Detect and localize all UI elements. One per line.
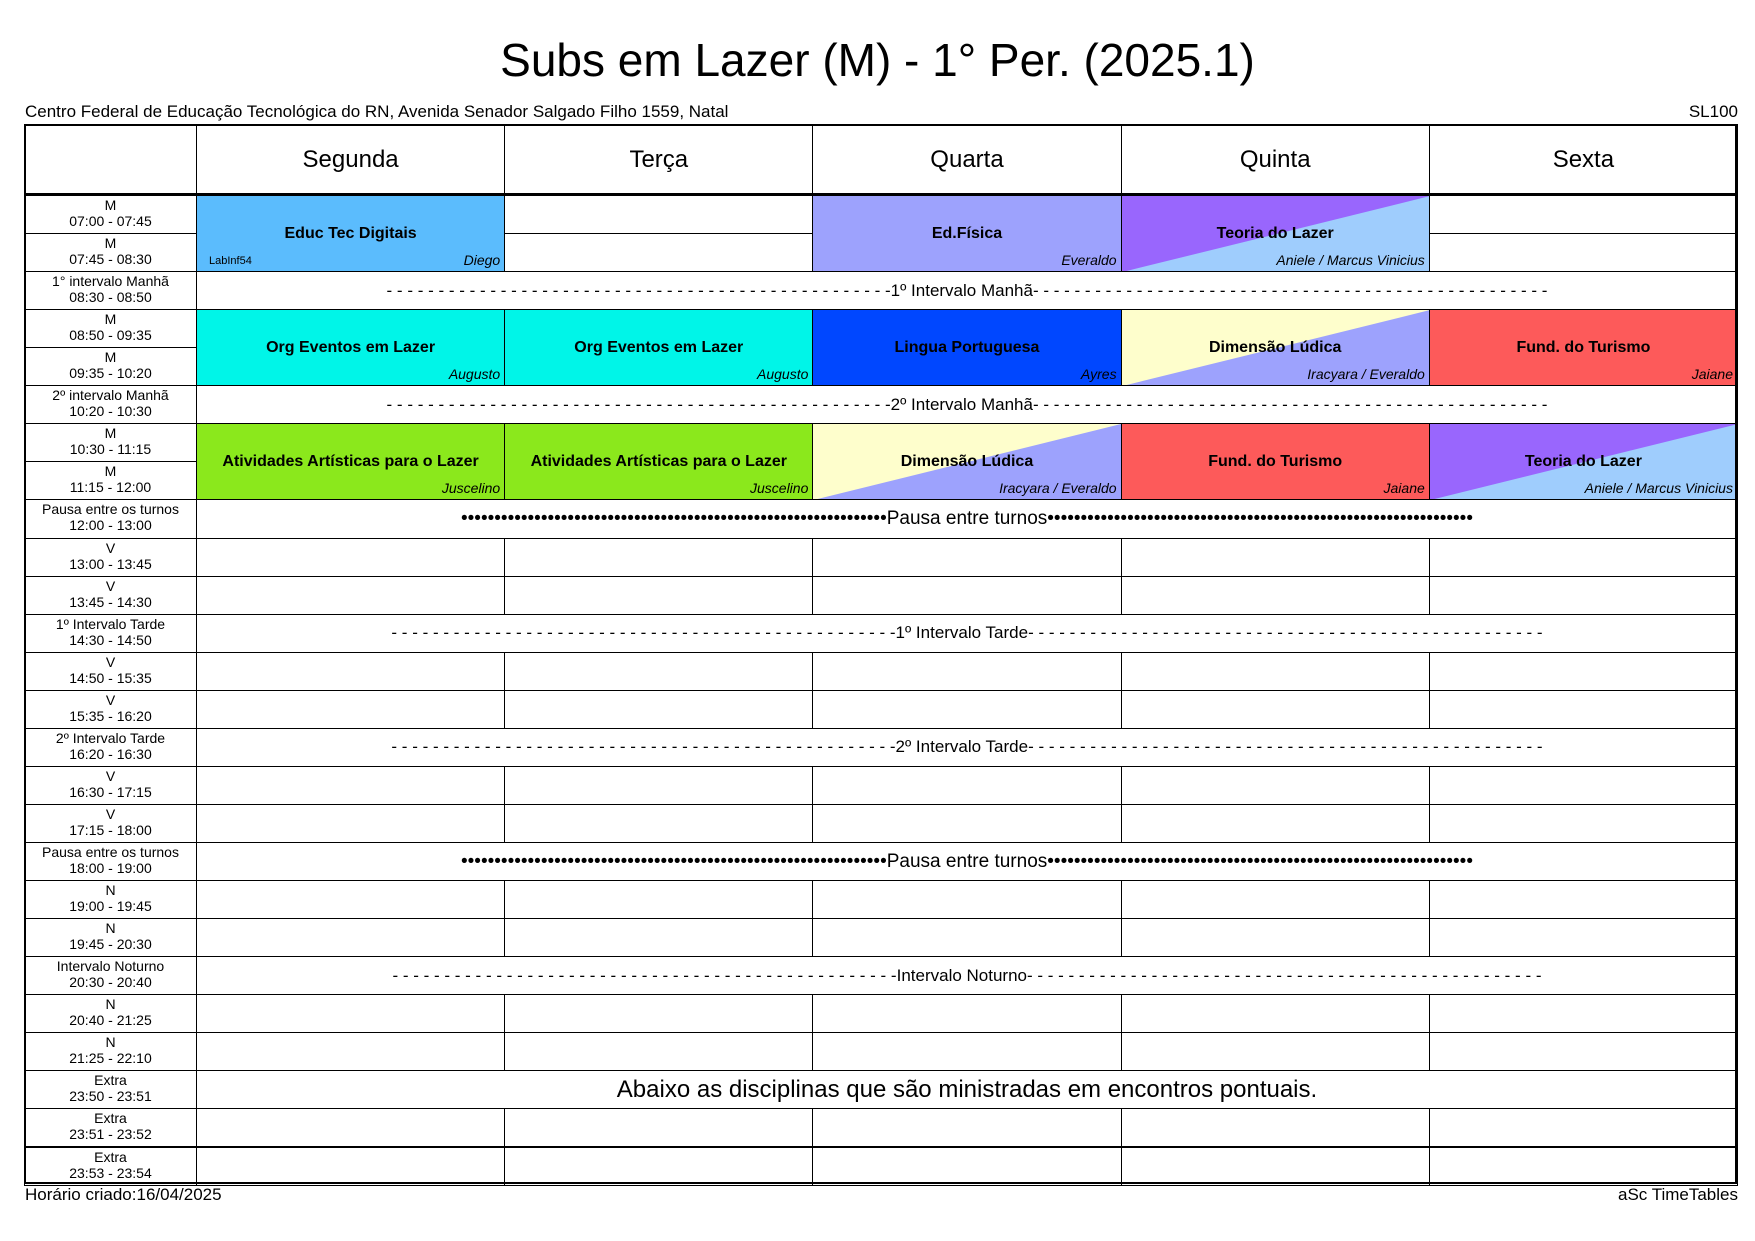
period-label: V: [105, 805, 116, 822]
lesson-teacher: Juscelino: [441, 480, 501, 497]
day-header-tera: Terça: [504, 124, 813, 196]
empty-slot[interactable]: [504, 576, 813, 615]
lesson-subject: Dimensão Lúdica: [900, 453, 1034, 471]
break-banner: [196, 1070, 1738, 1109]
period-time: 15:35 - 16:20: [69, 707, 152, 724]
lesson-card[interactable]: [812, 195, 1121, 272]
break-banner: [196, 499, 1738, 538]
lesson-teacher: Aniele / Marcus Vinicius: [1584, 480, 1733, 497]
break-banner-text: Abaixo as disciplinas que são ministradas em encontros pontuais.: [616, 1075, 1318, 1103]
period-label: V: [105, 691, 116, 708]
time-slot-label: [24, 956, 197, 995]
period-time: 18:00 - 19:00: [69, 860, 152, 877]
lesson-card[interactable]: [812, 309, 1121, 386]
empty-slot[interactable]: [1429, 690, 1738, 729]
empty-slot[interactable]: [1429, 1108, 1738, 1147]
break-banner: [196, 728, 1738, 767]
empty-slot[interactable]: [1121, 880, 1430, 919]
lesson-teacher: Ayres: [1080, 366, 1117, 383]
time-slot-label: [24, 499, 197, 538]
time-slot-label: [24, 652, 197, 691]
period-label: V: [105, 577, 116, 594]
empty-slot[interactable]: [196, 538, 505, 577]
empty-slot[interactable]: [196, 766, 505, 805]
period-time: 17:15 - 18:00: [69, 821, 152, 838]
period-time: 12:00 - 13:00: [69, 517, 152, 534]
period-time: 10:20 - 10:30: [69, 403, 152, 420]
lesson-subject: Atividades Artísticas para o Lazer: [222, 453, 479, 471]
lesson-subject: Ed.Física: [931, 225, 1003, 243]
period-time: 21:25 - 22:10: [69, 1050, 152, 1067]
empty-slot[interactable]: [1121, 1147, 1430, 1186]
period-label: M: [104, 235, 117, 252]
period-label: Extra: [94, 1148, 127, 1165]
lesson-subject: Teoria do Lazer: [1216, 225, 1334, 243]
period-time: 11:15 - 12:00: [69, 479, 152, 496]
empty-slot[interactable]: [1429, 538, 1738, 577]
empty-slot[interactable]: [504, 652, 813, 691]
banner-filler: - - - - - - - - - - - - - - - - - - - - - - - - - - - - - - - - - - - - - - - - - - - - - - - - - -: [1028, 737, 1543, 757]
banner-filler: - - - - - - - - - - - - - - - - - - - - - - - - - - - - - - - - - - - - - - - - - - - - - - - - - -: [1027, 965, 1542, 985]
day-header-sexta: Sexta: [1429, 124, 1738, 196]
empty-slot[interactable]: [812, 538, 1121, 577]
lesson-subject: Org Eventos em Lazer: [266, 339, 436, 357]
empty-slot[interactable]: [1121, 766, 1430, 805]
lesson-subject: Dimensão Lúdica: [1208, 339, 1342, 357]
lesson-teacher: Jaiane: [1383, 480, 1425, 497]
time-slot-label: [24, 1070, 197, 1109]
period-time: 23:51 - 23:52: [69, 1126, 152, 1143]
empty-slot[interactable]: [812, 880, 1121, 919]
lesson-subject: Fund. do Turismo: [1516, 339, 1651, 357]
period-time: 14:30 - 14:50: [69, 631, 152, 648]
lesson-card[interactable]: [196, 195, 505, 272]
empty-slot[interactable]: [1429, 195, 1738, 234]
period-label: M: [104, 349, 117, 366]
break-banner-text: 1º Intervalo Tarde: [895, 623, 1029, 643]
break-banner: [196, 271, 1738, 310]
lesson-teacher: Augusto: [448, 366, 501, 383]
banner-filler: ••••••••••••••••••••••••••••••••••••••••••••••••••••••••••••••••: [1047, 850, 1473, 872]
period-time: 08:30 - 08:50: [69, 289, 152, 306]
empty-slot[interactable]: [1429, 652, 1738, 691]
empty-slot[interactable]: [504, 195, 813, 234]
time-slot-label: [24, 1032, 197, 1071]
time-slot-label: [24, 842, 197, 881]
empty-slot[interactable]: [1121, 1032, 1430, 1071]
empty-slot[interactable]: [812, 766, 1121, 805]
banner-filler: - - - - - - - - - - - - - - - - - - - - - - - - - - - - - - - - - - - - - - - - - - - - - - - - -: [391, 737, 896, 757]
period-time: 09:35 - 10:20: [69, 365, 152, 382]
empty-slot[interactable]: [1429, 804, 1738, 843]
empty-slot[interactable]: [1429, 918, 1738, 957]
period-label: Intervalo Noturno: [56, 958, 165, 975]
banner-filler: - - - - - - - - - - - - - - - - - - - - - - - - - - - - - - - - - - - - - - - - - - - - - - - - -: [386, 280, 891, 300]
empty-slot[interactable]: [504, 690, 813, 729]
period-label: M: [104, 463, 117, 480]
period-time: 13:45 - 14:30: [69, 593, 152, 610]
time-slot-label: [24, 728, 197, 767]
banner-filler: - - - - - - - - - - - - - - - - - - - - - - - - - - - - - - - - - - - - - - - - - - - - - - - - - -: [1032, 394, 1548, 414]
lesson-card[interactable]: [504, 423, 813, 500]
break-banner-text: Pausa entre turnos: [886, 850, 1048, 872]
lesson-card[interactable]: [1121, 423, 1430, 500]
period-label: M: [104, 311, 117, 328]
period-label: 2º Intervalo Tarde: [55, 729, 166, 746]
empty-slot[interactable]: [196, 880, 505, 919]
time-slot-label: [24, 766, 197, 805]
empty-slot[interactable]: [504, 880, 813, 919]
empty-slot[interactable]: [196, 804, 505, 843]
break-banner-text: 1º Intervalo Manhã: [890, 280, 1033, 300]
period-label: Pausa entre os turnos: [42, 501, 179, 518]
break-banner-text: Intervalo Noturno: [896, 965, 1027, 985]
time-slot-label: [24, 538, 197, 577]
period-label: V: [105, 539, 116, 556]
time-slot-label: [24, 880, 197, 919]
empty-slot[interactable]: [1121, 1108, 1430, 1147]
lesson-card[interactable]: [812, 423, 1121, 500]
software-credit: aSc TimeTables: [1618, 1185, 1738, 1204]
empty-slot[interactable]: [504, 994, 813, 1033]
timetable-title: Subs em Lazer (M) - 1° Per. (2025.1): [500, 34, 1255, 86]
period-label: Extra: [94, 1072, 127, 1089]
time-slot-label: [24, 347, 197, 386]
period-label: N: [105, 1034, 116, 1051]
lesson-subject: Lingua Portuguesa: [894, 339, 1040, 357]
empty-slot[interactable]: [504, 804, 813, 843]
period-time: 23:53 - 23:54: [69, 1164, 152, 1181]
lesson-teacher: Everaldo: [1061, 252, 1117, 269]
lesson-card[interactable]: [1429, 309, 1738, 386]
period-time: 13:00 - 13:45: [69, 555, 152, 572]
empty-slot[interactable]: [1429, 1032, 1738, 1071]
day-header-quarta: Quarta: [812, 124, 1121, 196]
break-banner: [196, 614, 1738, 653]
period-label: M: [104, 425, 117, 442]
empty-slot[interactable]: [504, 1108, 813, 1147]
period-time: 20:30 - 20:40: [69, 974, 152, 991]
empty-slot[interactable]: [1429, 766, 1738, 805]
empty-slot[interactable]: [1121, 652, 1430, 691]
period-time: 08:50 - 09:35: [69, 327, 152, 344]
empty-slot[interactable]: [812, 652, 1121, 691]
lesson-card[interactable]: [1121, 309, 1430, 386]
banner-filler: ••••••••••••••••••••••••••••••••••••••••••••••••••••••••••••••••: [461, 850, 887, 872]
time-slot-label: [24, 1108, 197, 1147]
empty-slot[interactable]: [504, 1032, 813, 1071]
time-slot-label: [24, 423, 197, 462]
banner-filler: - - - - - - - - - - - - - - - - - - - - - - - - - - - - - - - - - - - - - - - - - - - - - - - - - -: [1032, 280, 1548, 300]
lesson-subject: Org Eventos em Lazer: [574, 339, 744, 357]
empty-slot[interactable]: [1429, 576, 1738, 615]
period-label: Pausa entre os turnos: [42, 844, 179, 861]
empty-slot[interactable]: [504, 918, 813, 957]
lesson-teacher: Juscelino: [750, 480, 809, 497]
empty-slot[interactable]: [196, 576, 505, 615]
empty-slot[interactable]: [812, 918, 1121, 957]
lesson-teacher: Augusto: [757, 366, 809, 383]
empty-slot[interactable]: [504, 766, 813, 805]
empty-slot[interactable]: [812, 690, 1121, 729]
period-label: 1º Intervalo Tarde: [55, 615, 166, 632]
empty-slot[interactable]: [812, 804, 1121, 843]
lesson-teacher: Jaiane: [1691, 366, 1733, 383]
empty-slot[interactable]: [1121, 690, 1430, 729]
day-header-segunda: Segunda: [196, 124, 505, 196]
room-code: SL100: [1688, 102, 1738, 121]
time-slot-label: [24, 309, 197, 348]
time-slot-label: [24, 690, 197, 729]
empty-slot[interactable]: [812, 1147, 1121, 1186]
period-time: 19:45 - 20:30: [69, 936, 152, 953]
banner-filler: - - - - - - - - - - - - - - - - - - - - - - - - - - - - - - - - - - - - - - - - - - - - - - - - -: [391, 623, 896, 643]
banner-filler: ••••••••••••••••••••••••••••••••••••••••••••••••••••••••••••••••: [461, 507, 887, 529]
period-label: 2º intervalo Manhã: [52, 387, 169, 404]
empty-slot[interactable]: [504, 538, 813, 577]
empty-slot[interactable]: [1121, 994, 1430, 1033]
time-slot-label: [24, 385, 197, 424]
period-label: V: [105, 653, 116, 670]
empty-slot[interactable]: [1429, 880, 1738, 919]
period-time: 07:45 - 08:30: [69, 251, 152, 268]
time-slot-label: [24, 576, 197, 615]
empty-slot[interactable]: [1121, 804, 1430, 843]
time-slot-label: [24, 271, 197, 310]
school-address: Centro Federal de Educação Tecnológica do RN, Avenida Senador Salgado Filho 1559, Natal: [25, 102, 729, 121]
empty-slot[interactable]: [504, 233, 813, 272]
period-label: Extra: [94, 1110, 127, 1127]
period-time: 16:20 - 16:30: [69, 745, 152, 762]
time-slot-label: [24, 233, 197, 272]
period-label: V: [105, 767, 116, 784]
lesson-room: LabInf54: [209, 255, 252, 268]
lesson-teacher: Diego: [463, 252, 501, 269]
lesson-card[interactable]: [196, 309, 505, 386]
banner-filler: - - - - - - - - - - - - - - - - - - - - - - - - - - - - - - - - - - - - - - - - - - - - - - - - - -: [1028, 623, 1543, 643]
empty-slot[interactable]: [1121, 538, 1430, 577]
banner-filler: - - - - - - - - - - - - - - - - - - - - - - - - - - - - - - - - - - - - - - - - - - - - - - - - -: [392, 965, 897, 985]
period-time: 10:30 - 11:15: [69, 441, 152, 458]
period-label: N: [105, 920, 116, 937]
empty-slot[interactable]: [196, 994, 505, 1033]
lesson-subject: Teoria do Lazer: [1524, 453, 1642, 471]
empty-slot[interactable]: [196, 1147, 505, 1186]
empty-slot[interactable]: [196, 1108, 505, 1147]
period-time: 14:50 - 15:35: [69, 669, 152, 686]
created-date: Horário criado:16/04/2025: [25, 1185, 222, 1204]
empty-slot[interactable]: [196, 1032, 505, 1071]
break-banner-text: 2º Intervalo Manhã: [890, 394, 1033, 414]
lesson-card[interactable]: [1121, 195, 1430, 272]
lesson-card[interactable]: [196, 423, 505, 500]
break-banner-text: Pausa entre turnos: [886, 507, 1048, 529]
empty-slot[interactable]: [504, 1147, 813, 1186]
time-slot-label: [24, 614, 197, 653]
empty-slot[interactable]: [1429, 994, 1738, 1033]
lesson-teacher: Iracyara / Everaldo: [1307, 366, 1425, 383]
period-label: N: [105, 996, 116, 1013]
period-label: 1° intervalo Manhã: [52, 273, 169, 290]
empty-slot[interactable]: [812, 1108, 1121, 1147]
break-banner-text: 2º Intervalo Tarde: [895, 737, 1029, 757]
empty-slot[interactable]: [196, 918, 505, 957]
empty-slot[interactable]: [1121, 918, 1430, 957]
time-slot-label: [24, 1147, 197, 1186]
break-banner: [196, 956, 1738, 995]
period-time: 20:40 - 21:25: [69, 1012, 152, 1029]
time-slot-label: [24, 461, 197, 500]
empty-slot[interactable]: [1121, 576, 1430, 615]
time-slot-label: [24, 804, 197, 843]
period-time: 07:00 - 07:45: [69, 213, 152, 229]
empty-slot[interactable]: [812, 1032, 1121, 1071]
time-slot-label: [24, 994, 197, 1033]
empty-slot[interactable]: [812, 994, 1121, 1033]
header-corner: [24, 124, 197, 196]
lesson-subject: Fund. do Turismo: [1208, 453, 1343, 471]
period-time: 19:00 - 19:45: [69, 898, 152, 915]
period-label: N: [105, 882, 116, 899]
empty-slot[interactable]: [812, 576, 1121, 615]
break-banner: [196, 842, 1738, 881]
lesson-teacher: Iracyara / Everaldo: [999, 480, 1117, 497]
lesson-card[interactable]: [1429, 423, 1738, 500]
empty-slot[interactable]: [196, 652, 505, 691]
lesson-subject: Atividades Artísticas para o Lazer: [530, 453, 787, 471]
day-header-quinta: Quinta: [1121, 124, 1430, 196]
empty-slot[interactable]: [1429, 233, 1738, 272]
lesson-teacher: Aniele / Marcus Vinicius: [1276, 252, 1425, 269]
time-slot-label: [24, 918, 197, 957]
empty-slot[interactable]: [1429, 1147, 1738, 1186]
break-banner: [196, 385, 1738, 424]
empty-slot[interactable]: [196, 690, 505, 729]
lesson-subject: Educ Tec Digitais: [284, 225, 417, 243]
banner-filler: ••••••••••••••••••••••••••••••••••••••••••••••••••••••••••••••••: [1047, 507, 1473, 529]
time-slot-label: [24, 195, 197, 234]
period-time: 23:50 - 23:51: [69, 1088, 152, 1105]
period-time: 16:30 - 17:15: [69, 783, 152, 800]
banner-filler: - - - - - - - - - - - - - - - - - - - - - - - - - - - - - - - - - - - - - - - - - - - - - - - - -: [386, 394, 891, 414]
period-label: M: [104, 197, 117, 213]
lesson-card[interactable]: [504, 309, 813, 386]
